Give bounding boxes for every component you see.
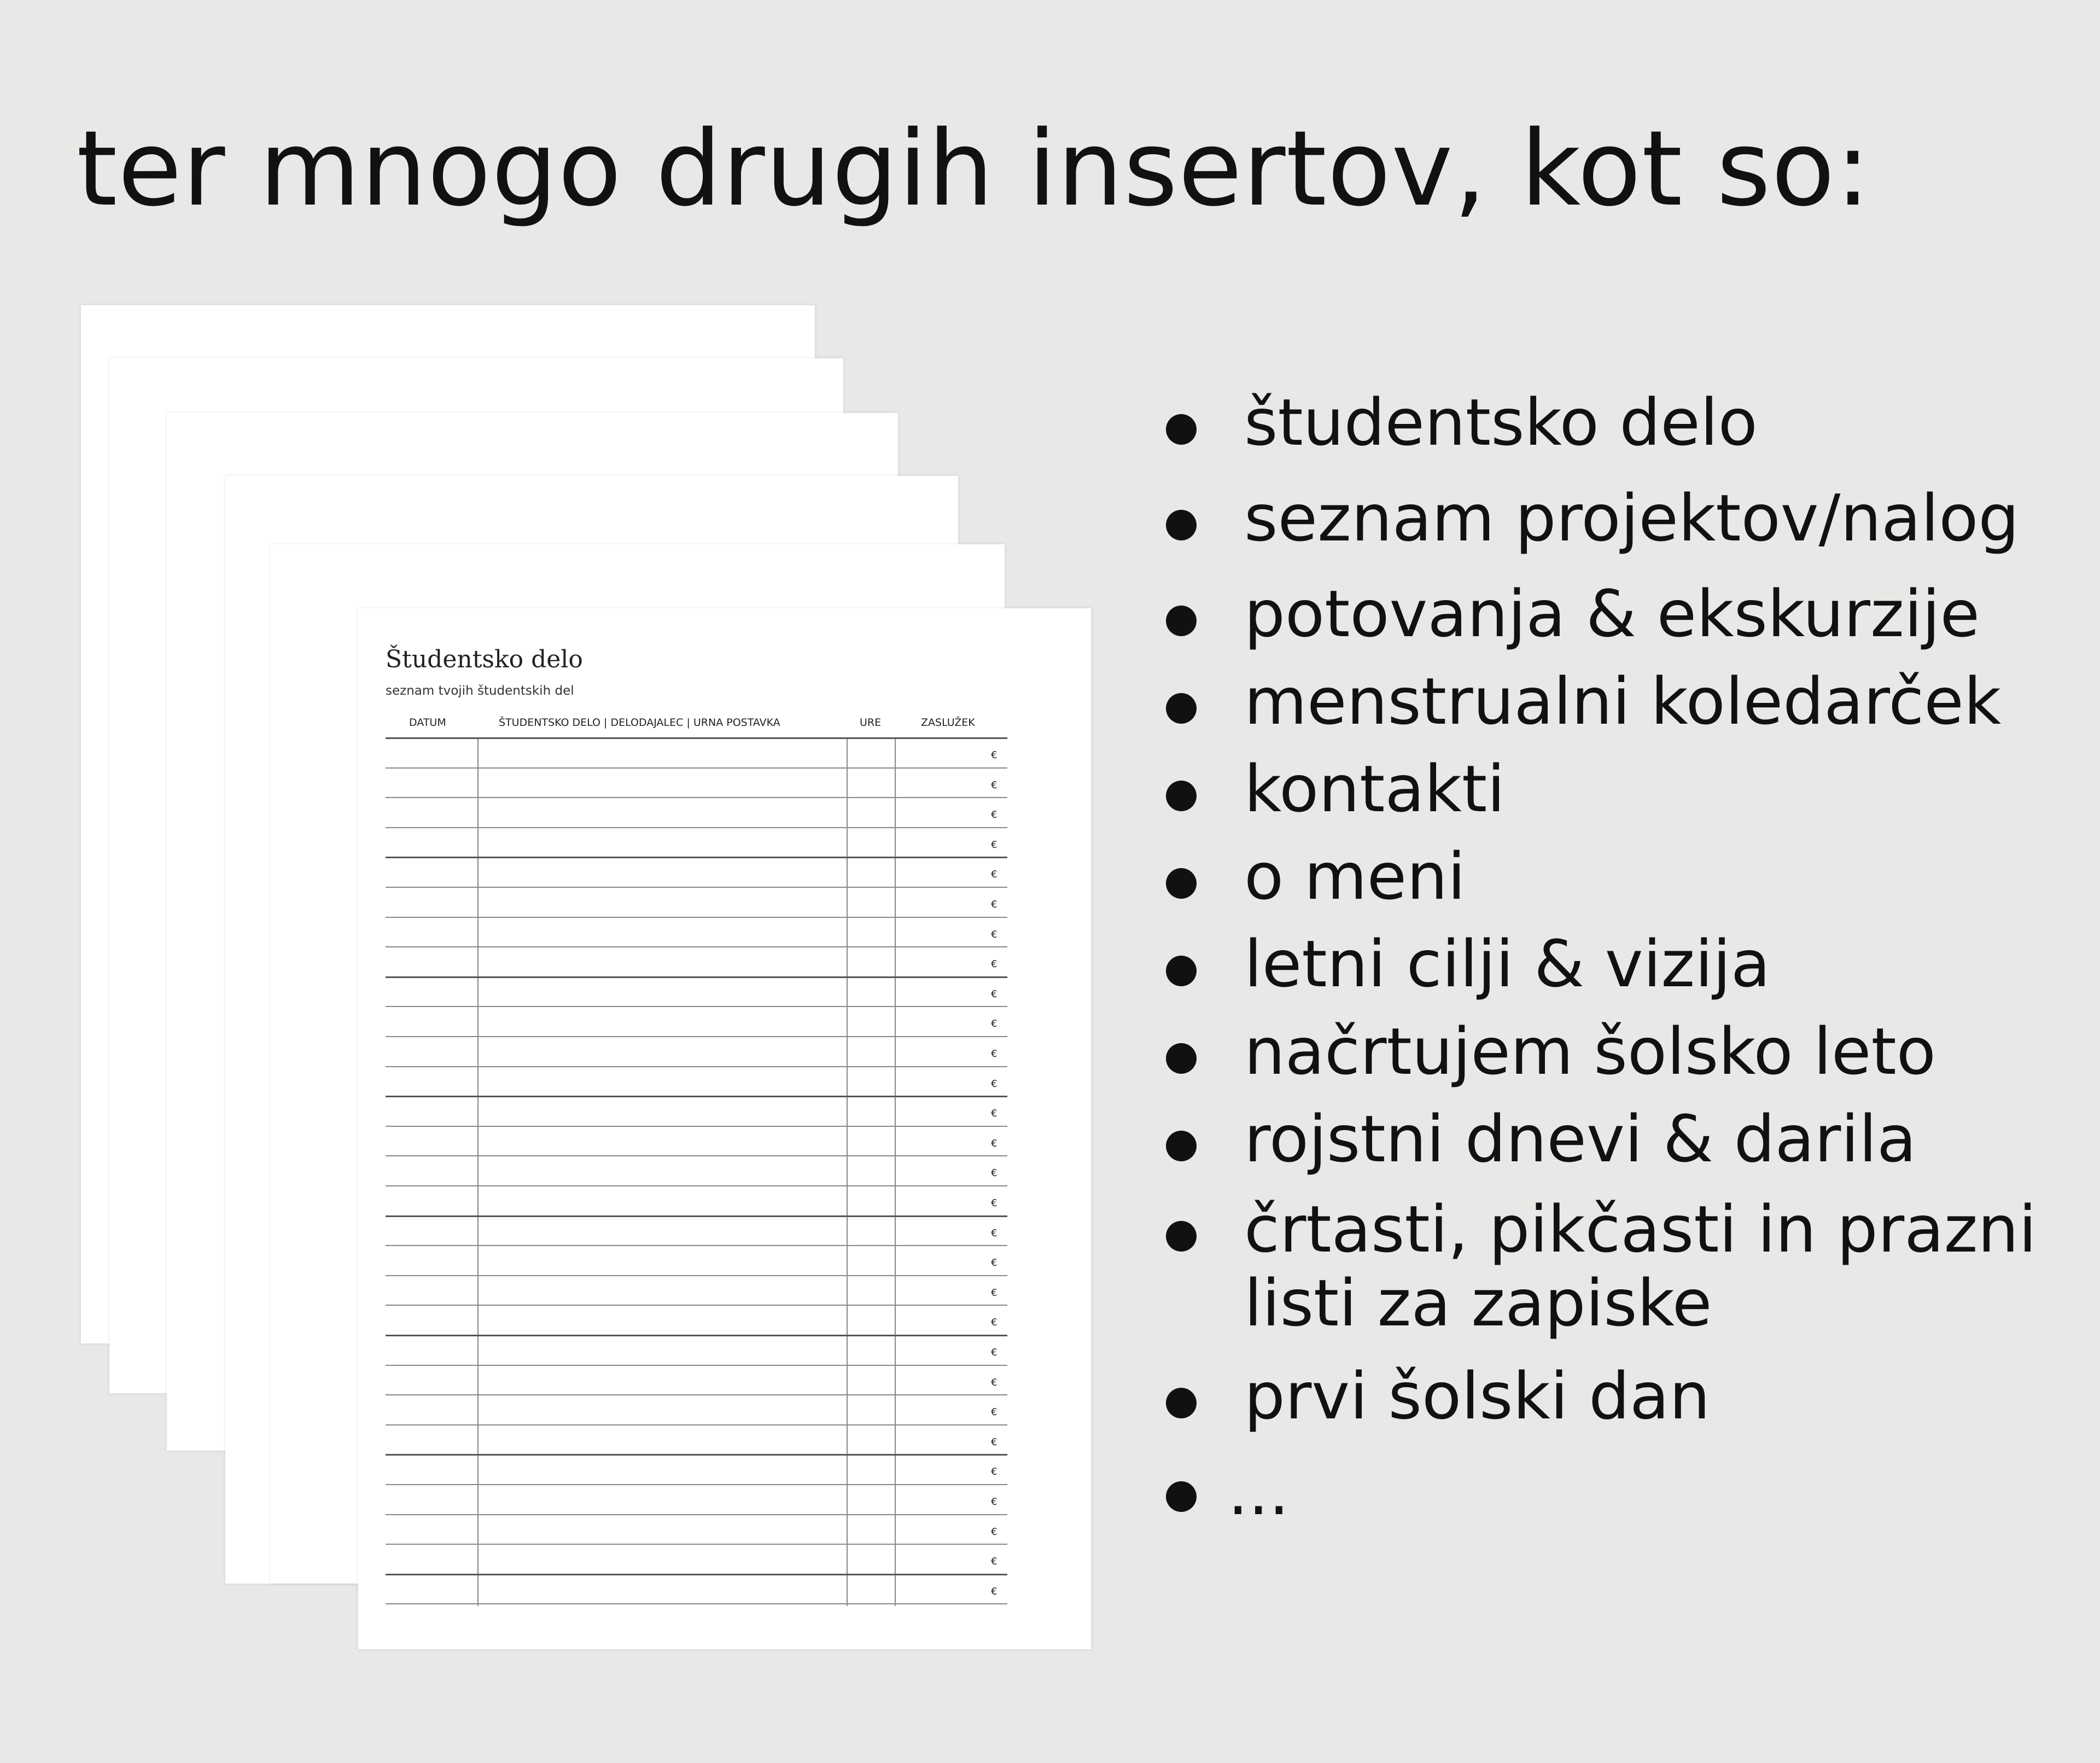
euro-symbol: € <box>991 869 998 881</box>
table-row-line <box>386 1424 1007 1425</box>
table-row-line <box>386 976 1007 978</box>
table-row-line <box>386 1365 1007 1366</box>
bullet-dot-icon <box>1166 1481 1197 1512</box>
euro-symbol: € <box>991 1197 998 1209</box>
bullet-dot-icon <box>1166 1131 1197 1161</box>
euro-symbol: € <box>991 1556 998 1568</box>
list-item-text: prvi šolski dan <box>1244 1358 1711 1434</box>
euro-symbol: € <box>991 1317 998 1329</box>
euro-symbol: € <box>991 779 998 791</box>
euro-symbol: € <box>991 1137 998 1149</box>
list-item-text: seznam projektov/nalog <box>1244 480 2020 556</box>
euro-symbol: € <box>991 1376 998 1388</box>
table-row-line <box>386 1305 1007 1306</box>
bullet-dot-icon <box>1166 414 1197 445</box>
bullet-dot-icon <box>1166 1388 1197 1418</box>
table-row-line <box>386 767 1007 769</box>
list-item-text: potovanja & ekskurzije <box>1244 576 1980 651</box>
bullet-dot-icon <box>1166 1043 1197 1074</box>
table-row-line <box>386 887 1007 888</box>
euro-symbol: € <box>991 1257 998 1269</box>
list-item-text: načrtujem šolsko leto <box>1244 1014 1936 1089</box>
column-header-datum: DATUM <box>409 717 446 729</box>
list-item-text: kontakti <box>1244 751 1506 827</box>
column-divider <box>895 737 896 1606</box>
table-row-line <box>386 857 1007 858</box>
table-row-line <box>386 1185 1007 1186</box>
bullet-dot-icon <box>1166 510 1197 540</box>
column-header-zasluzek: ZASLUŽEK <box>921 717 975 729</box>
euro-symbol: € <box>991 1287 998 1299</box>
table-row-line <box>386 1155 1007 1156</box>
list-item-text: ... <box>1228 1454 1290 1529</box>
table-row-line <box>386 1514 1007 1515</box>
table-row-line <box>386 1454 1007 1456</box>
list-item-text: letni cilji & vizija <box>1244 926 1771 1002</box>
table-row-line <box>386 1215 1007 1217</box>
euro-symbol: € <box>991 1496 998 1508</box>
euro-symbol: € <box>991 988 998 1000</box>
euro-symbol: € <box>991 1347 998 1358</box>
table-row-line <box>386 1245 1007 1246</box>
table-row-line <box>386 1574 1007 1575</box>
euro-symbol: € <box>991 1018 998 1030</box>
table-row-line <box>386 1096 1007 1097</box>
column-divider <box>477 737 479 1606</box>
euro-symbol: € <box>991 1078 998 1090</box>
list-item-text: rojstni dnevi & darila <box>1244 1101 1917 1177</box>
euro-symbol: € <box>991 1585 998 1597</box>
euro-symbol: € <box>991 1406 998 1418</box>
euro-symbol: € <box>991 958 998 970</box>
list-item-text: menstrualni koledarček <box>1244 664 2002 739</box>
table-row-line <box>386 827 1007 828</box>
page-studentsko-delo-sheet <box>358 608 1091 1649</box>
table-row-line <box>386 1275 1007 1276</box>
table-row-line <box>386 737 1007 739</box>
table-row-line <box>386 1335 1007 1336</box>
euro-symbol: € <box>991 1108 998 1120</box>
bullet-dot-icon <box>1166 1221 1197 1252</box>
column-header-delo: ŠTUDENTSKO DELO | DELODAJALEC | URNA POSTAVKA <box>499 717 780 729</box>
table-row-line <box>386 1544 1007 1545</box>
table-row-line <box>386 1484 1007 1485</box>
table-row-line <box>386 1066 1007 1067</box>
euro-symbol: € <box>991 899 998 910</box>
euro-symbol: € <box>991 749 998 761</box>
table-row-line <box>386 1603 1007 1604</box>
table-row-line <box>386 797 1007 798</box>
euro-symbol: € <box>991 809 998 821</box>
column-divider <box>847 737 848 1606</box>
euro-symbol: € <box>991 839 998 851</box>
studentsko-delo-subtitle: seznam tvojih študentskih del <box>386 684 574 698</box>
euro-symbol: € <box>991 1436 998 1448</box>
table-row-line <box>386 1394 1007 1395</box>
headline: ter mnogo drugih insertov, kot so: <box>77 108 1871 229</box>
list-item-text: študentsko delo <box>1244 385 1758 460</box>
column-header-ure: URE <box>860 717 882 729</box>
euro-symbol: € <box>991 1466 998 1478</box>
euro-symbol: € <box>991 1227 998 1239</box>
table-row-line <box>386 917 1007 918</box>
list-item-text: o meni <box>1244 839 1466 914</box>
list-item-text: listi za zapiske <box>1244 1265 1712 1341</box>
table-row-line <box>386 946 1007 947</box>
euro-symbol: € <box>991 1526 998 1538</box>
bullet-dot-icon <box>1166 868 1197 899</box>
list-item-text: črtasti, pikčasti in prazni <box>1244 1191 2037 1267</box>
bullet-dot-icon <box>1166 606 1197 636</box>
studentsko-delo-title: Študentsko delo <box>386 645 583 673</box>
table-row-line <box>386 1126 1007 1127</box>
euro-symbol: € <box>991 1048 998 1060</box>
euro-symbol: € <box>991 928 998 940</box>
table-row-line <box>386 1006 1007 1007</box>
bullet-dot-icon <box>1166 956 1197 986</box>
bullet-dot-icon <box>1166 781 1197 811</box>
bullet-dot-icon <box>1166 693 1197 724</box>
table-row-line <box>386 1036 1007 1037</box>
euro-symbol: € <box>991 1167 998 1179</box>
